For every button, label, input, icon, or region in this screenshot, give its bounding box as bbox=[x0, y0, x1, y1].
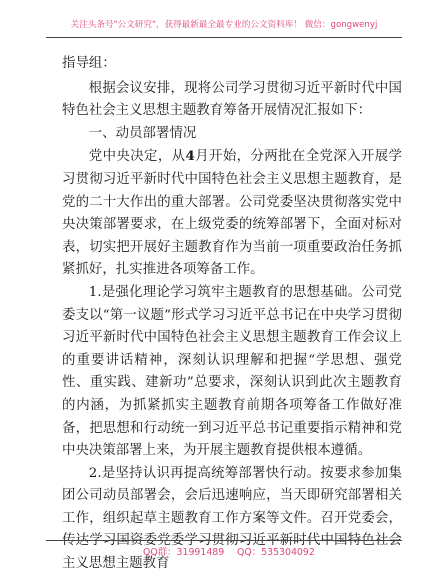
paragraph-3: 2.是坚持认识再提高统筹部署快行动。按要求参加集团公司动员部署会，会后迅速响应，当天即研究部署相关工作，组织起草主题教育工作方案等文件。召开党委会， 主义思想主题教育 bbox=[62, 465, 402, 572]
footer-qq-group: QQ群：31991489 bbox=[143, 547, 225, 558]
section-heading: 一、动员部署情况 bbox=[88, 125, 197, 141]
paragraph-1-lead: 党中央决定，从 bbox=[88, 149, 186, 165]
salutation: 指导组： bbox=[62, 56, 116, 71]
paragraph-1-number: 4 bbox=[185, 148, 195, 165]
header-divider bbox=[46, 37, 402, 38]
document-body bbox=[62, 53, 402, 576]
footer-qq: QQ：535304092 bbox=[237, 547, 315, 558]
paragraph-1 bbox=[62, 145, 402, 282]
footer-divider bbox=[46, 540, 402, 541]
intro-paragraph: 根据会议安排，现将公司学习贯彻习近平新时代中国特色社会主义思想主题教育筹备开展情况汇报如下： bbox=[62, 80, 402, 119]
paragraph-1-rest: 月开始，分两批在全党深入开展学习贯彻习近平新时代中国特色社会主义思想主题教育，是党的二十大作出的重大部署。公司党委坚决贯彻落实党中央决策部署要求，在上级党委的统筹部署下，全面对标对表，切实把开展好主题教育作为当前一项重要政治任务抓紧抓好，扎实推进各项筹备工作。 bbox=[62, 149, 402, 278]
header-banner: 关注头条号"公文研究"，获得最新最全最专业的公文资料库！ 微信：gongwenyj bbox=[70, 20, 378, 30]
paragraph-2: 1.是强化理论学习筑牢主题教育的思想基础。公司党委支以“第一议题”形式学习习近平总书记在中央学习贯彻习近平新时代中国特色社会主义思想主题教育工作会议上的重要讲话精神，深刻认识理解和把握“学思想、强党性、重实践、建新功”总要求，深刻认识到此次主题教育的内涵，为抓紧抓实主题教育前期各项筹备工作做好准备，把思想和行动统一到习近平总书记重要指示精神和党中央决策部署上来，为开展主题教育提供根本遵循。 bbox=[62, 284, 402, 459]
